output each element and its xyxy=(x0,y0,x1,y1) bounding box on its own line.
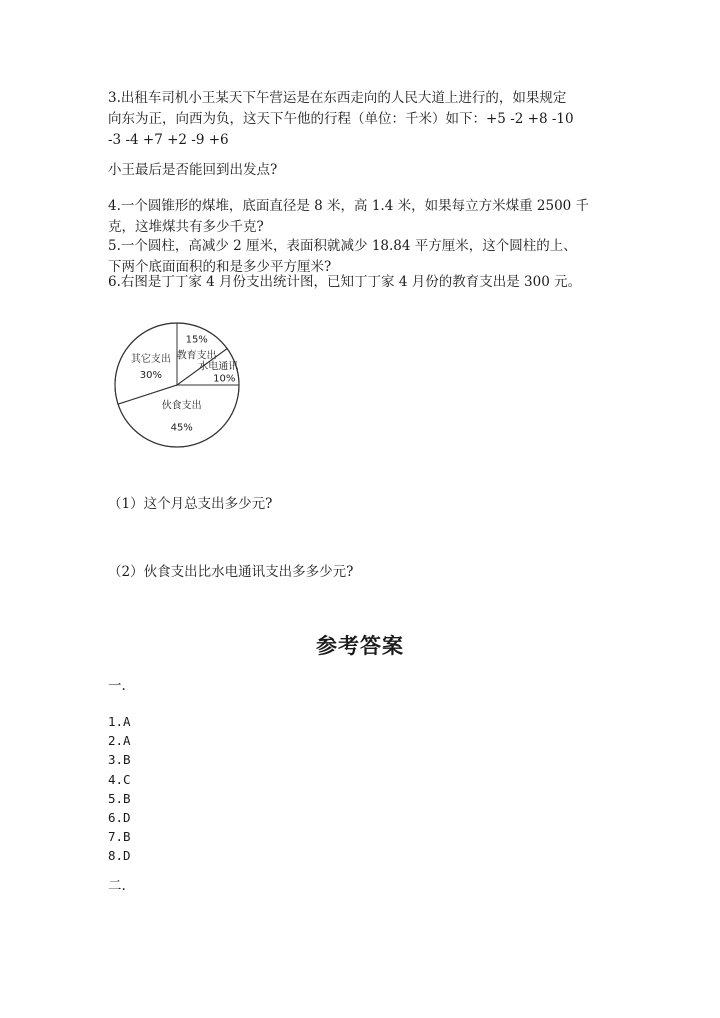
answer-item: 7.B xyxy=(108,829,131,845)
pie-slice-value: 10% xyxy=(213,373,236,385)
question-4 xyxy=(108,196,628,238)
q5-line-2: 下两个底面面积的和是多少平方厘米? xyxy=(108,259,332,275)
pie-slice-label: 伙食支出 xyxy=(161,400,202,412)
pie-slice-value: 45% xyxy=(170,422,193,434)
q5-line-1: 5.一个圆柱，高减少 2 厘米，表面积就减少 18.84 平方厘米，这个圆柱的上、 xyxy=(108,238,577,254)
q3-line-1: 3.出租车司机小王某天下午营运是在东西走向的人民大道上进行的，如果规定 xyxy=(108,90,567,106)
answer-item: 1.A xyxy=(108,714,131,729)
question-3 xyxy=(108,88,628,151)
answer-section-1: 一. xyxy=(108,678,126,694)
q4-line-2: 克，这堆煤共有多少千克? xyxy=(108,219,264,235)
answer-item: 3.B xyxy=(108,752,131,768)
q6-sub-question-2: （2）伙食支出比水电通讯支出多多少元? xyxy=(108,564,354,580)
pie-slice-label: 教育支出 xyxy=(176,350,217,362)
answer-section-2: 二. xyxy=(108,878,126,894)
pie-slice-value: 15% xyxy=(185,334,208,346)
pie-slice-value: 30% xyxy=(139,370,163,381)
q3-line-3: -3 -4 +7 +2 -9 +6 xyxy=(108,132,229,148)
q3-question: 小王最后是否能回到出发点? xyxy=(108,162,278,178)
answer-item: 2.A xyxy=(108,733,131,749)
pie-slice-label: 水电通讯 xyxy=(198,361,239,373)
answer-list xyxy=(108,712,131,866)
pie-slice-label: 其它支出 xyxy=(130,354,171,365)
answer-item: 6.D xyxy=(108,810,131,826)
answer-title: 参考答案 xyxy=(316,633,404,658)
pie-slice xyxy=(118,385,239,447)
answer-item: 5.B xyxy=(108,790,131,806)
answer-item: 8.D xyxy=(108,848,131,864)
q6-sub-question-1: （1）这个月总支出多少元? xyxy=(108,496,273,512)
expense-pie-chart xyxy=(112,320,262,460)
q4-line-1: 4.一个圆锥形的煤堆，底面直径是 8 米，高 1.4 米，如果每立方米煤重 2500 千 xyxy=(108,198,590,214)
answer-item: 4.C xyxy=(108,771,131,787)
q3-line-2: 向东为正，向西为负，这天下午他的行程（单位：千米）如下：+5 -2 +8 -10 xyxy=(108,111,574,127)
question-6-text: 6.右图是丁丁家 4 月份支出统计图，已知丁丁家 4 月份的教育支出是 300 元。 xyxy=(108,274,582,290)
